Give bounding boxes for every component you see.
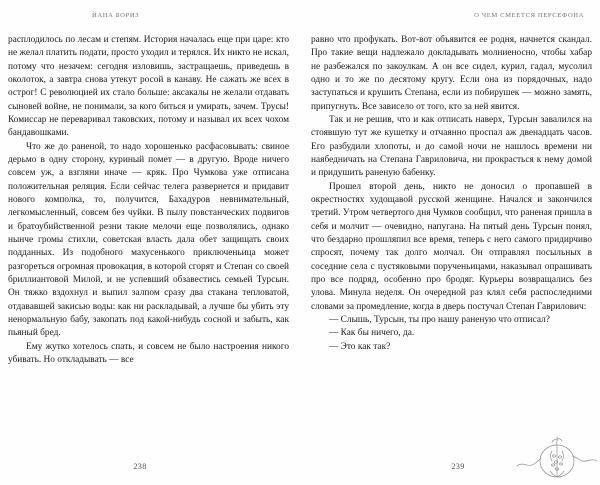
right-page-body: [311, 34, 592, 354]
pomegranate-cross-section-ornament: [516, 433, 598, 483]
paragraph: Ему жутко хотелось спать, и совсем не было настроения никого убивать. Но откладывать — все: [8, 341, 289, 365]
paragraph: равно что профукать. Вот-вот объявится ее родня, начнется скандал. Про такие вещи надлежало докладывать молниеносно, чтобы хабар не разбежался по закоулкам. А он все сидел, курил, гадал, мусолил одно и то же по десятому кругу. Если она из порядочных, надо заступаться и крушить Степана, если из побирушек — можно замять, припугнуть. Все зависело от того, кто за ней явится.: [311, 35, 592, 112]
dialogue-line: — Как бы ничего, да.: [329, 328, 415, 339]
paragraph: расплодилось по лесам и степям. История началась еще при царе: кто не желал платить подати, просто уходил и терялся. Их никто не искал, потому что незачем: сегодня изловишь, застращаешь, приведешь в околоток, а завтра снова утекут росой в канаву. Не сажать же всех в острог! С революцией их стало больше: аксакалы не желали отдавать сыновей войне, не понимали, за кого биться и умирать, зачем. Трусы! Комиссар не переваривал таковских, потому и называл их всех чохом бандавошками.: [8, 35, 289, 139]
dialogue-line: — Это как так?: [329, 341, 391, 352]
page-number-left: 238: [133, 462, 147, 471]
paragraph: Так и не решив, что и как отписать наверх, Турсын завалился на стоявшую тут же кушетку и отчаянно проспал аж двенадцать часов. Его разбудили хлопоты, и до самой ночи не нашлось времени ни наябедничать на Степана Гавриловича, ни прокрасться к нему домой и придушить раненую бабенку.: [311, 114, 592, 179]
running-head-author: ЙАНА БОРИЗ: [92, 12, 140, 19]
paragraph: Прошел второй день, никто не доносил о пропавшей в окрестностях худощавой русской женщине. Начался и закончился третий. Утром четвертого дня Чумков сообщил, что раненая пришла в себя и молчит — очевидно, напугана. На пятый день Турсын понял, что бездарно прошляпил все время, теперь с него самого придирчиво спросят, почему так долго молчал. Он отправлял посыльных в соседние села с пустяковыми порученьицами, наказывал опрашивать про все подряд, особенно про бродяг. Курьеры возвращались без улова. Минула неделя. Он очередной раз клял себя распоследними словами за промедление, когда в дверь постучал Степан Гаврилович:: [311, 181, 592, 312]
paragraph: Что же до раненой, то надо хорошенько расфасовывать: свиное дерьмо в одну сторону, куриный помет — в другую. Вроде ничего совсем уж, а взгляни иначе — кряк. Про Чумкова уже отписана положительная реляция. Если сейчас телега развернется и придавит нового комполка, то, получится, Бахадуров невнимательный, легкомысленный, совсем без чуйки. В пылу повстанческих подвигов и братоубийственной резни такие мелочи еще позволялись, однако нынче громы стихли, советская власть дала обет защищать своих подданных. Из подобного махусенького приключеньица может разгореться огромная провокация, в которой сгорят и Степан со своей бриллиантовой Милой, и не успевший обзавестись семьей Турсын. Он тяжко вздохнул и выпил залпом сразу два стакана тепловатой, отдававшей закисью воды: как ни раскладывай, а лучше бы убить эту ненормальную бабу, закопать под какой-нибудь сосной и забыть, как пьяный бред.: [8, 141, 289, 339]
left-page-body: [8, 34, 289, 367]
dialogue-line: — Слышь, Турсын, ты про нашу раненую что отписал?: [329, 314, 550, 325]
page-right: [300, 0, 600, 485]
running-head-title: О ЧЕМ СМЕЕТСЯ ПЕРСЕФОНА: [474, 12, 584, 19]
page-number-right: 239: [451, 462, 465, 471]
